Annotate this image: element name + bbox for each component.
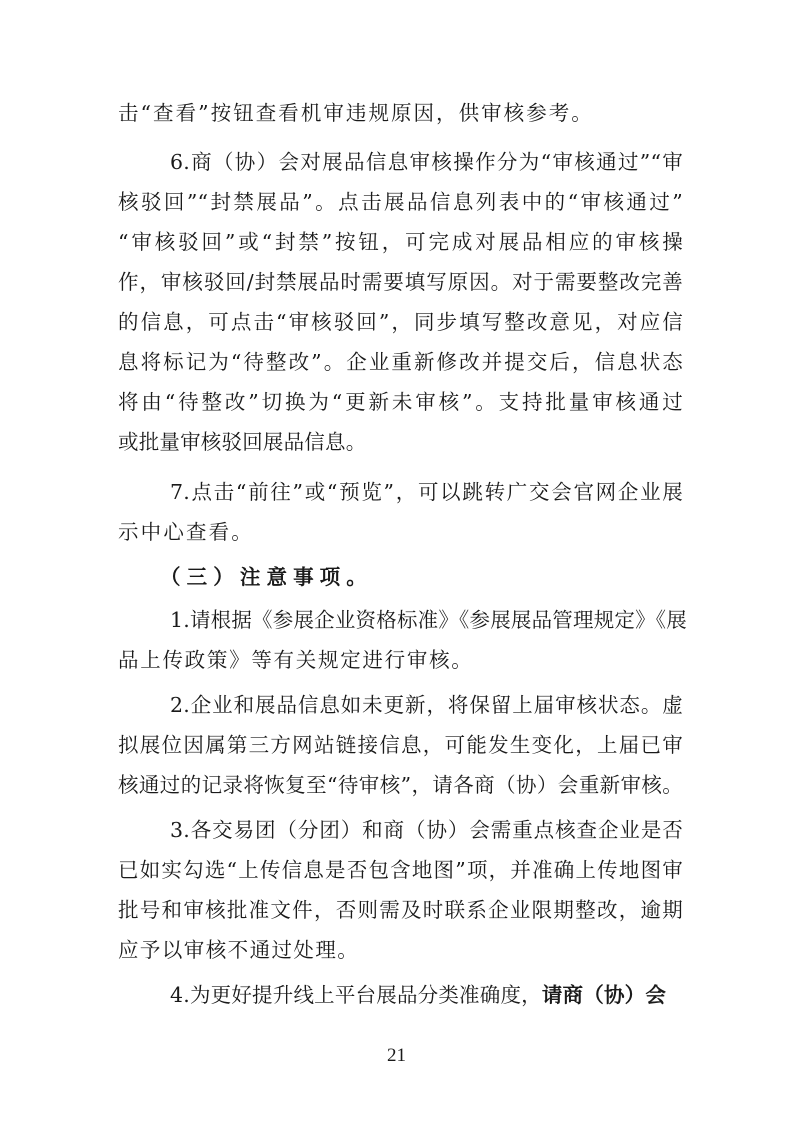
text-line: 作，审核驳回/封禁展品时需要填写原因。对于需要整改完善: [118, 270, 683, 294]
text-line: 3.各交易团（分团）和商（协）会需重点核查企业是否: [170, 818, 683, 842]
text-line: 1.请根据《参展企业资格标准》《参展展品管理规定》《展: [170, 608, 687, 632]
text-line: 6.商（协）会对展品信息审核操作分为“审核通过”“审: [170, 150, 683, 174]
text-line: 核驳回”“封禁展品”。点击展品信息列表中的“审核通过”: [118, 190, 683, 214]
text-line: 的信息，可点击“审核驳回”，同步填写整改意见，对应信: [118, 310, 683, 334]
text-line: “审核驳回”或“封禁”按钮，可完成对展品相应的审核操: [118, 230, 683, 254]
text-line: [170, 980, 683, 1010]
text-line: 将由“待整改”切换为“更新未审核”。支持批量审核通过: [118, 390, 683, 414]
text-segment: 4.为更好提升线上平台展品分类准确度，: [170, 983, 542, 1007]
text-line: 批号和审核批准文件，否则需及时联系企业限期整改，逾期: [118, 898, 683, 922]
emphasis-text: 请商（协）会: [541, 983, 667, 1007]
text-line: 核通过的记录将恢复至“待审核”，请各商（协）会重新审核。: [118, 773, 683, 797]
section-heading: （三）注意事项。: [160, 565, 367, 589]
text-line: 击“查看”按钮查看机审违规原因，供审核参考。: [118, 101, 592, 125]
text-line: 应予以审核不通过处理。: [118, 938, 358, 962]
text-line: 品上传政策》等有关规定进行审核。: [118, 648, 472, 672]
page-number: 21: [387, 1045, 406, 1066]
text-line: 拟展位因属第三方网站链接信息，可能发生变化，上届已审: [118, 733, 683, 757]
text-line: 息将标记为“待整改”。企业重新修改并提交后，信息状态: [118, 350, 683, 374]
text-line: 或批量审核驳回展品信息。: [118, 430, 367, 454]
text-line: 2.企业和展品信息如未更新，将保留上届审核状态。虚: [170, 693, 683, 717]
text-line: 已如实勾选“上传信息是否包含地图”项，并准确上传地图审: [118, 858, 683, 882]
text-line: 7.点击“前往”或“预览”，可以跳转广交会官网企业展: [170, 480, 683, 504]
text-line: 示中心查看。: [118, 520, 252, 544]
